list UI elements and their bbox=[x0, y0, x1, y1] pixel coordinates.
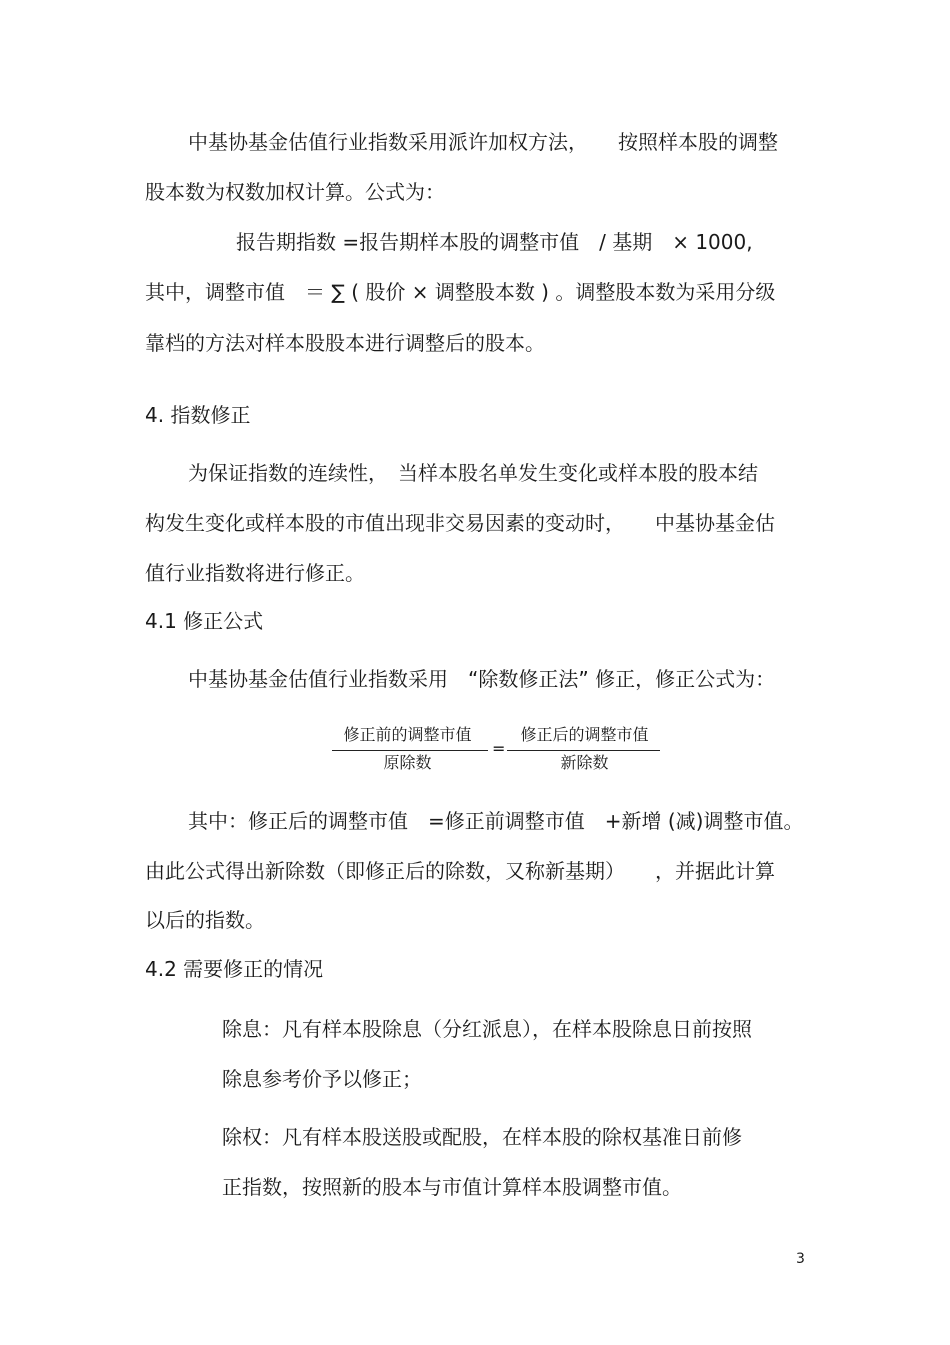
fraction-equals-sign: = bbox=[492, 739, 506, 758]
fraction-left-denominator: 原除数 bbox=[383, 753, 432, 772]
fraction-left-numerator: 修正前的调整市值 bbox=[343, 725, 472, 744]
section-heading-4-1: 4.1 修正公式 bbox=[145, 609, 264, 633]
fraction-right-numerator: 修正后的调整市值 bbox=[520, 725, 649, 744]
paragraph-intro-line-2: 股本数为权数加权计算。公式为： bbox=[145, 180, 445, 204]
paragraph-continuity-line-3: 值行业指数将进行修正。 bbox=[145, 561, 365, 585]
paragraph-intro-line-1: 中基协基金估值行业指数采用派许加权方法， 按照样本股的调整 bbox=[188, 130, 778, 154]
paragraph-adjusted-value-line-1: 其中，调整市值 ＝ ∑ ( 股价 × 调整股本数 ) 。调整股本数为采用分级 bbox=[145, 280, 776, 304]
paragraph-correction-line-2: 由此公式得出新除数（即修正后的除数，又称新基期） ，并据此计算 bbox=[145, 859, 775, 883]
paragraph-correction-line-1: 其中：修正后的调整市值 =修正前调整市值 +新增 (减)调整市值。 bbox=[188, 809, 804, 833]
paragraph-continuity-line-2: 构发生变化或样本股的市值出现非交易因素的变动时， 中基协基金估 bbox=[145, 511, 775, 535]
paragraph-continuity-line-1: 为保证指数的连续性， 当样本股名单发生变化或样本股的股本结 bbox=[188, 461, 758, 485]
fraction-right-denominator: 新除数 bbox=[560, 753, 609, 772]
paragraph-correction-line-3: 以后的指数。 bbox=[145, 908, 265, 932]
list-item-rights-line-2: 正指数，按照新的股本与市值计算样本股调整市值。 bbox=[222, 1175, 682, 1199]
fraction-right-bar bbox=[507, 750, 660, 751]
list-item-rights-line-1: 除权：凡有样本股送股或配股，在样本股的除权基准日前修 bbox=[222, 1125, 742, 1149]
formula-report-index: 报告期指数 =报告期样本股的调整市值 / 基期 × 1000, bbox=[236, 230, 753, 254]
section-heading-4: 4. 指数修正 bbox=[145, 403, 251, 427]
list-item-dividend-line-2: 除息参考价予以修正； bbox=[222, 1067, 422, 1091]
paragraph-divisor-method: 中基协基金估值行业指数采用 “除数修正法” 修正，修正公式为： bbox=[188, 667, 776, 691]
divisor-fraction-formula bbox=[330, 720, 670, 780]
paragraph-adjusted-value-line-2: 靠档的方法对样本股股本进行调整后的股本。 bbox=[145, 331, 545, 355]
page-number: 3 bbox=[796, 1251, 805, 1267]
list-item-dividend-line-1: 除息：凡有样本股除息（分红派息），在样本股除息日前按照 bbox=[222, 1017, 752, 1041]
section-heading-4-2: 4.2 需要修正的情况 bbox=[145, 957, 324, 981]
fraction-left-bar bbox=[332, 750, 488, 751]
